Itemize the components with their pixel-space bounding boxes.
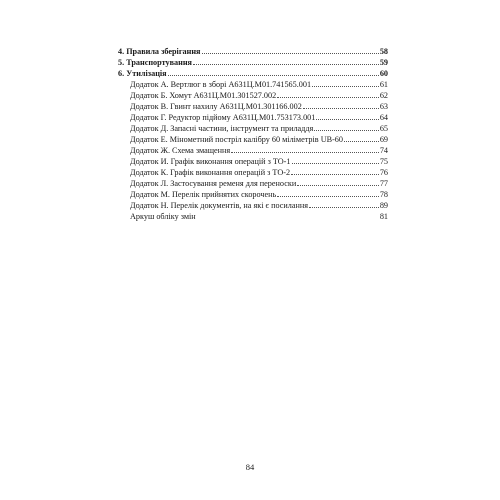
- toc-entry: [118, 46, 388, 57]
- dot-leader: [231, 152, 379, 153]
- toc-entry-page: 59: [379, 58, 388, 67]
- toc-entry-page: 74: [379, 146, 388, 155]
- toc-entry-page: 81: [379, 212, 388, 221]
- toc-entry: [118, 189, 388, 200]
- toc-entry: [118, 134, 388, 145]
- dot-leader: [168, 75, 379, 76]
- toc-entry-title: Додаток И. Графік виконання операцій з ТО-1: [130, 157, 291, 166]
- toc-entry: [118, 79, 388, 90]
- dot-leader: [303, 108, 379, 109]
- toc-entry: [118, 200, 388, 211]
- table-of-contents: [118, 46, 388, 222]
- dot-leader: [314, 130, 379, 131]
- toc-entry: [118, 90, 388, 101]
- dot-leader: [312, 86, 379, 87]
- toc-entry-title: Додаток Б. Хомут А631Ц.М01.301527.002: [130, 91, 277, 100]
- dot-leader: [202, 53, 379, 54]
- dot-leader: [277, 196, 379, 197]
- toc-entry-title: Додаток Н. Перелік документів, на які є посилання: [130, 201, 309, 210]
- toc-entry-page: 62: [379, 91, 388, 100]
- dot-leader: [316, 119, 378, 120]
- toc-entry: [118, 178, 388, 189]
- toc-entry-page: 78: [379, 190, 388, 199]
- toc-entry-title: 4. Правила зберігання: [118, 47, 201, 56]
- toc-entry-page: 61: [379, 80, 388, 89]
- dot-leader: [193, 64, 379, 65]
- toc-entry-title: Додаток Ж. Схема змащення: [130, 146, 231, 155]
- toc-entry: [118, 112, 388, 123]
- toc-entry-page: 89: [379, 201, 388, 210]
- page-number: 84: [245, 462, 255, 472]
- toc-entry-page: 77: [379, 179, 388, 188]
- toc-entry-page: 75: [379, 157, 388, 166]
- toc-entry: [118, 101, 388, 112]
- toc-entry-page: 76: [379, 168, 388, 177]
- toc-entry-title: 6. Утилізація: [118, 69, 167, 78]
- toc-entry-page: 63: [379, 102, 388, 111]
- dot-leader: [309, 207, 379, 208]
- dot-leader: [292, 163, 379, 164]
- toc-entry-page: 69: [379, 135, 388, 144]
- toc-entry: [118, 211, 388, 222]
- toc-entry: [118, 156, 388, 167]
- toc-entry-title: 5. Транспортування: [118, 58, 192, 67]
- dot-leader: [344, 141, 379, 142]
- toc-entry: [118, 167, 388, 178]
- toc-entry-page: 64: [379, 113, 388, 122]
- dot-leader: [291, 174, 379, 175]
- toc-entry-title: Додаток А. Вертлюг в зборі А631Ц.М01.741565.001: [130, 80, 312, 89]
- toc-entry-title: Додаток Д. Запасні частини, інструмент та приладдя: [130, 124, 314, 133]
- toc-entry-page: 58: [379, 47, 388, 56]
- toc-entry-title: Додаток Е. Мінометний постріл калібру 60 міліметрів UB-60: [130, 135, 343, 144]
- toc-entry-page: 65: [379, 124, 388, 133]
- toc-entry: [118, 123, 388, 134]
- toc-entry: [118, 145, 388, 156]
- toc-entry-title: Додаток М. Перелік прийнятих скорочень: [130, 190, 277, 199]
- toc-entry-page: 60: [379, 69, 388, 78]
- toc-entry-title: Додаток В. Гвинт нахилу А631Ц.М01.301166.002: [130, 102, 302, 111]
- toc-entry: [118, 57, 388, 68]
- toc-entry-title: Додаток Г. Редуктор підйому А631Ц.М01.753173.001: [130, 113, 316, 122]
- toc-entry: [118, 68, 388, 79]
- toc-entry-title: Аркуш обліку змін: [130, 212, 196, 221]
- dot-leader: [277, 97, 379, 98]
- toc-entry-title: Додаток К. Графік виконання операцій з ТО-2: [130, 168, 291, 177]
- toc-entry-title: Додаток Л. Застосування ременя для переноски: [130, 179, 297, 188]
- dot-leader: [297, 185, 379, 186]
